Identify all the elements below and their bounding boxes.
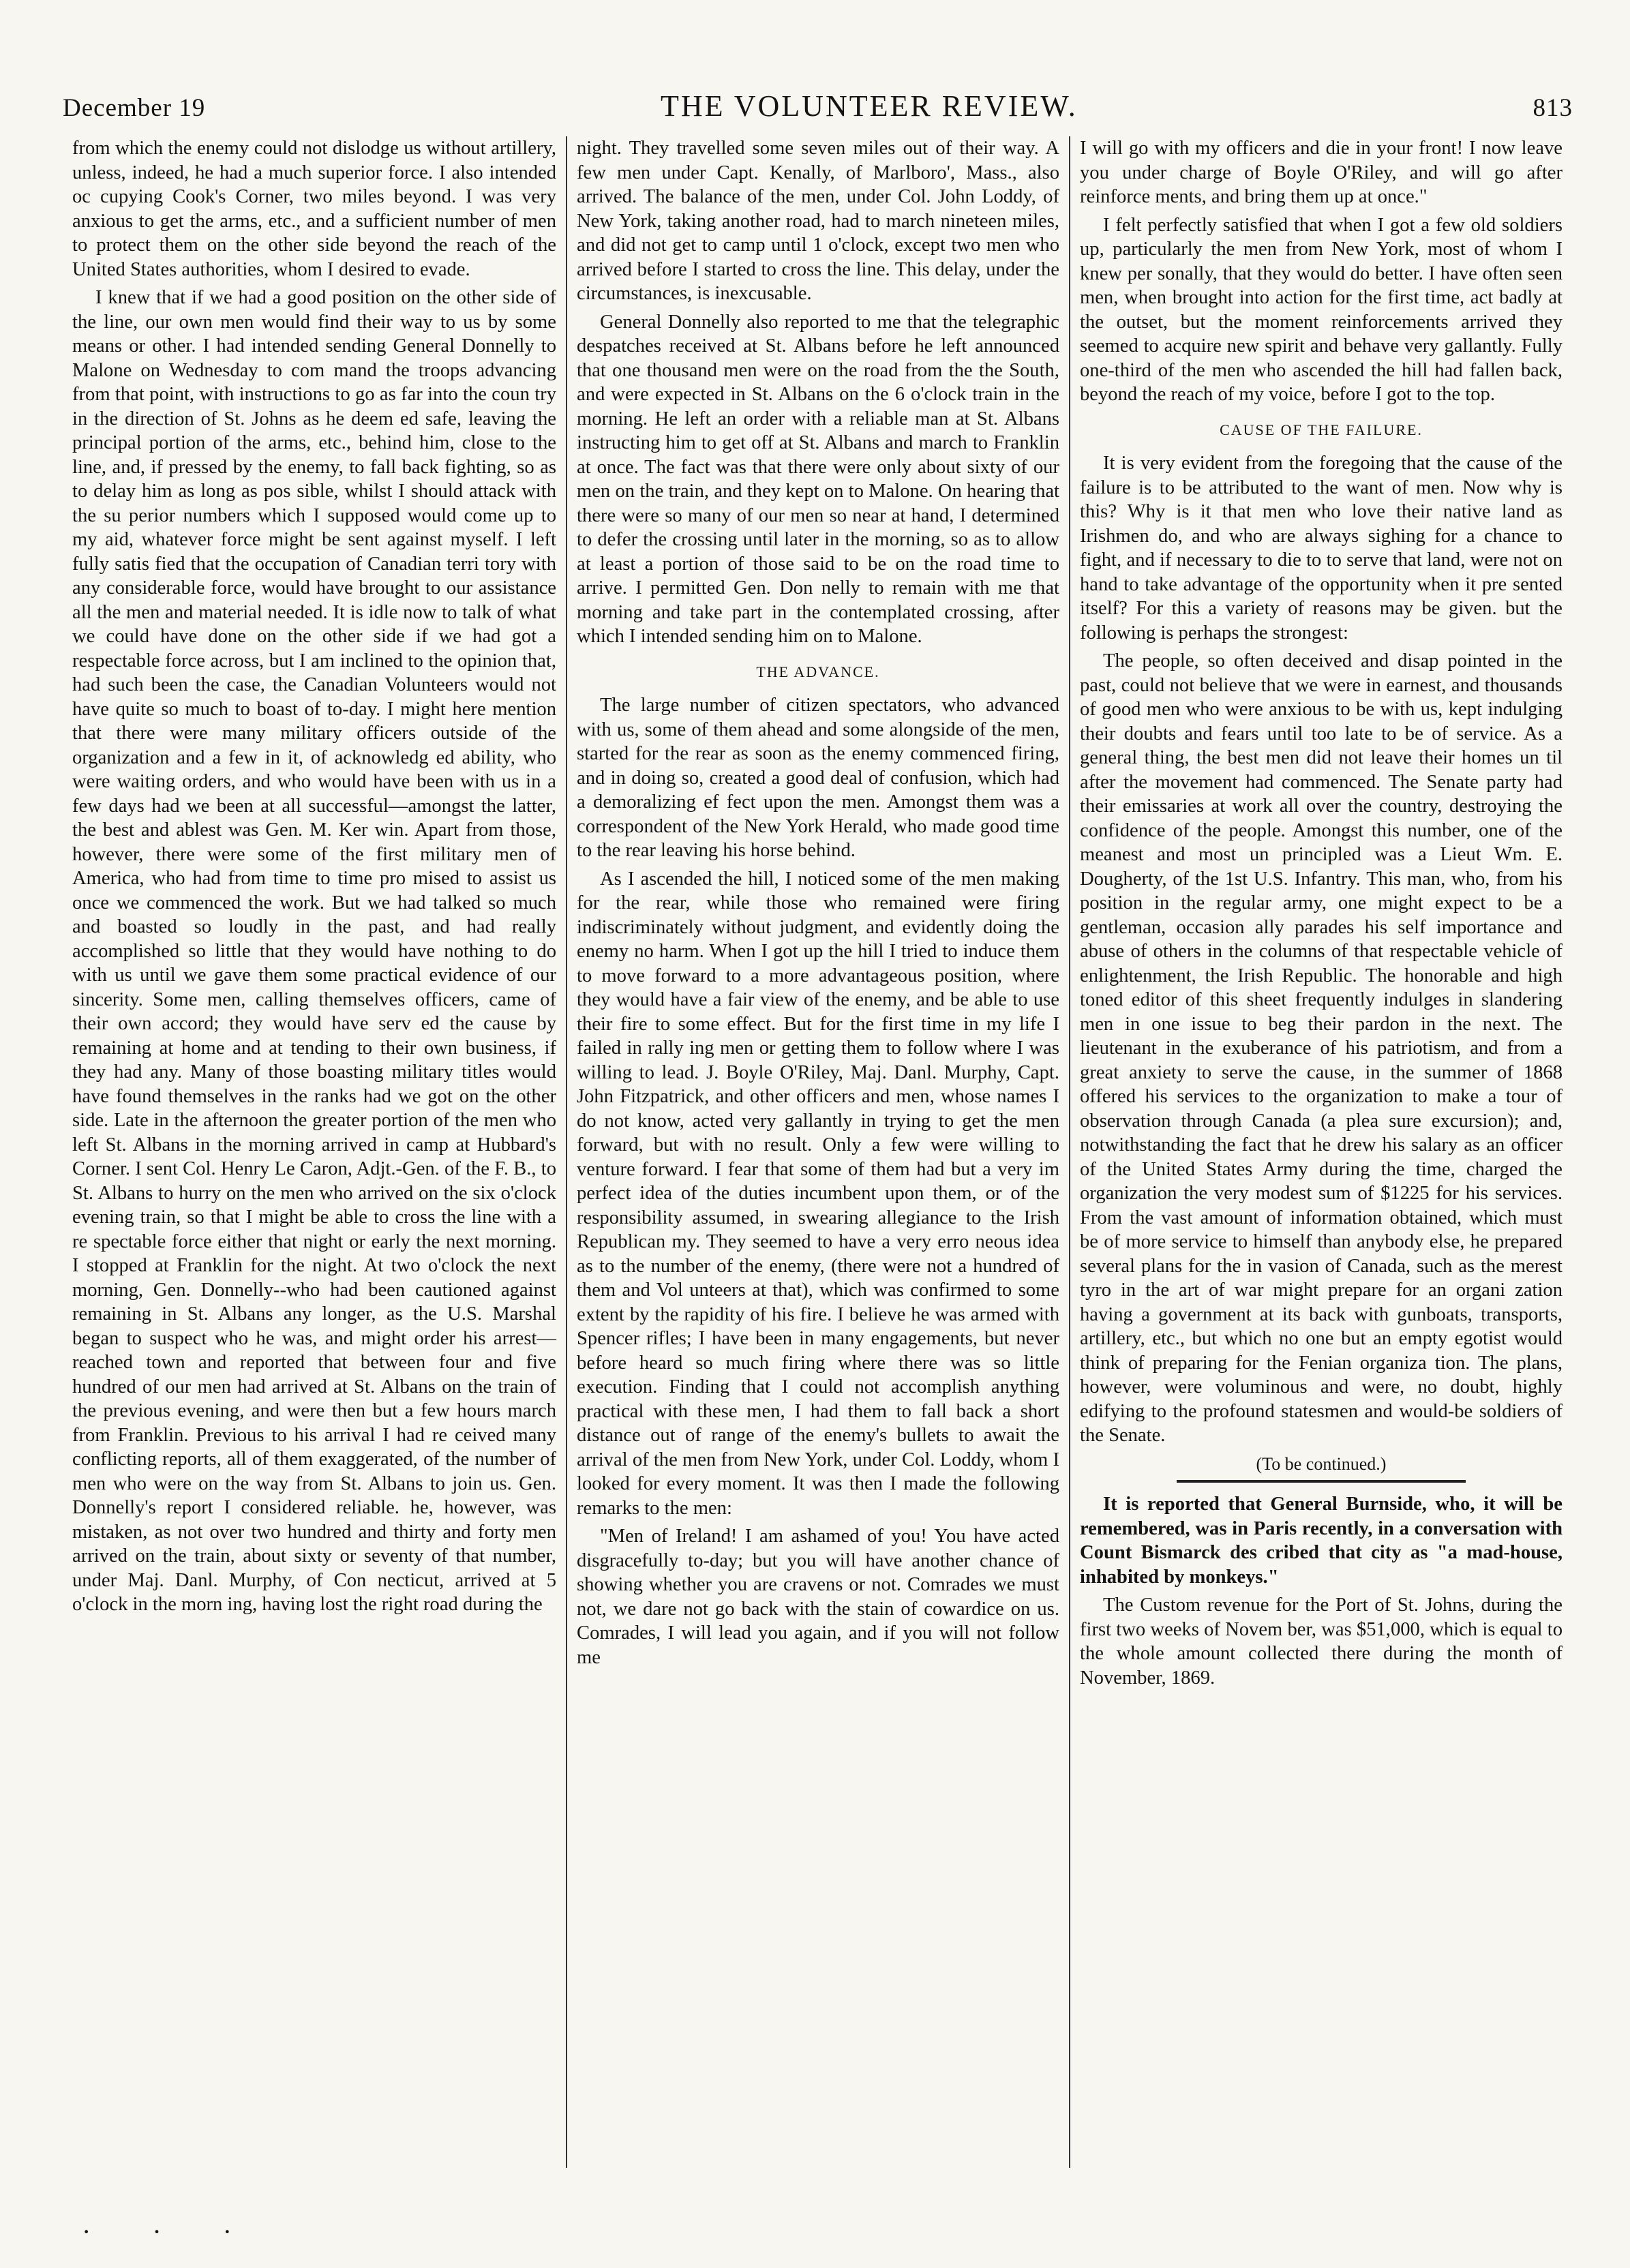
paragraph: I knew that if we had a good position on the other side of the line, our own men would find their way to us by some means or other. I had intended sending General Donnelly to Malone on Wednesday to com mand the troops advancing from that point, with instructions to go as far into the coun try in the direction of St. Johns as he deem ed safe, leaving the principal portion of the arms, etc., behind him, close to the line, and, if pressed by the enemy, to fall back fighting, so as to delay him as long as pos sible, whilst I should attack with the su perior numbers which I supposed would come up to my aid, whatever force might be sent against myself. I left fully satis fied that the occupation of Canadian terri tory with any considerable force, would have brought to our assistance all the men and material needed. It is idle now to talk of what we could have done on the other side if we had got a respectable force across, but I am inclined to the opinion that, had such been the case, the Canadian Volunteers would not have quite so much to boast of to-day. I might here mention that there were many military officers outside of the organization and a few in it, of acknowledg ed ability, who were waiting orders, and who would have been with us in a few days had we been at all successful—amongst the latter, the best and ablest was Gen. M. Ker win. Apart from those, however, there were some of the first military men of America, who had from time to time pro mised to assist us once we commenced the work. But we had talked so much and boasted so loudly in the past, and had really accomplished so little that they would have nothing to do with us until we gave them some practical evidence of our sincerity. Some men, calling themselves officers, came of their own accord; they would have serv ed the cause by remaining at home and at tending to their own business, if they had any. Many of those boasting military titles would have found themselves in the ranks had we got on the other side. Late in the afternoon the greater portion of the men who left St. Albans in the morning arrived in camp at Hubbard's Corner. I sent Col. Henry Le Caron, Adjt.-Gen. of the F. B., to St. Albans to hurry on the men who arrived on the six o'clock evening train, so that I might be able to cross the line with a re spectable force either that night or early the next morning. I stopped at Franklin for the night. At two o'clock the next morning, Gen. Donnelly--who had been cautioned against remaining in St. Albans any longer, as the U.S. Marshal began to suspect who he was, and might order his arrest—reached town and reported that between four and five hundred of our men had arrived at St. Albans on the train of the previous evening, and were then but a few hours march from Franklin. Previous to his arrival I had re ceived many conflicting reports, all of them exaggerated, of the number of men who were on the way from St. Albans to join us. Gen. Donnelly's report I considered reliable. he, however, was mistaken, as not over two hundred and thirty and forty men arrived on the train, about sixty or seventy of that number, under Maj. Danl. Murphy, of Con necticut, arrived at 5 o'clock in the morn ing, having lost the right road during the bbox=[72, 287, 556, 1615]
print-specks: · · · bbox=[82, 2216, 259, 2247]
column-2 bbox=[566, 136, 1069, 2168]
article-columns bbox=[63, 136, 1573, 2168]
section-heading-failure: CAUSE OF THE FAILURE. bbox=[1220, 421, 1423, 438]
page-header bbox=[63, 89, 1573, 130]
section-heading-advance: THE ADVANCE. bbox=[756, 663, 880, 680]
page-number: 813 bbox=[1533, 94, 1573, 122]
paragraph: night. They travelled some seven miles out of their way. A few men under Capt. Kenally, of Marlboro', Mass., also arrived. The balance of the men, under Col. John Loddy, of New York, taking another road, had to march nineteen miles, and did not get to camp until 1 o'clock, except two men who arrived before I started to cross the line. This delay, under the circumstances, is inexcusable. bbox=[577, 138, 1059, 304]
issue-date: December 19 bbox=[63, 94, 206, 122]
paragraph: from which the enemy could not dislodge us without artillery, unless, indeed, he had a much superior force. I also intended oc cupying Cook's Corner, two miles beyond. I was very anxious to get the arms, etc., and a sufficient number of men to protect them on the other side beyond the reach of the United States authorities, whom I desired to evade. bbox=[72, 138, 556, 280]
paragraph: General Donnelly also reported to me that the telegraphic despatches received at St. Albans before he left announced that one thousand men were on the road from the the South, and were expected in St. Albans on the 6 o'clock train in the morning. He left an order with a reliable man at St. Albans instructing him to get off at St. Albans and march to Franklin at once. The fact was that there were only about sixty of our men on the train, and they kept on to Malone. On hearing that there were so many of our men so near at hand, I determined to defer the crossing until later in the morning, so as to allow at least a portion of those said to be on the road time to arrive. I permitted Gen. Don nelly to remain with me that morning and take part in the contemplated crossing, after which I intended sending him on to Malone. bbox=[577, 311, 1059, 647]
publication-title: THE VOLUNTEER REVIEW. bbox=[661, 89, 1078, 123]
news-item-customs: The Custom revenue for the Port of St. Johns, during the first two weeks of Novem ber, was $51,000, which is equal to the whole amount collected there during the month of November, 1869. bbox=[1080, 1594, 1563, 1689]
paragraph: "Men of Ireland! I am ashamed of you! You have acted disgracefully to-day; but you will have another chance of showing whether you are cravens or not. Comrades we must not, we dare not go back with the stain of cowardice on us. Comrades, I will lead you again, and if you will not follow me bbox=[577, 1526, 1059, 1668]
paragraph: The large number of citizen spectators, who advanced with us, some of them ahead and some alongside of the men, started for the rear as soon as the enemy commenced firing, and in doing so, created a good deal of confusion, which had a demoralizing ef fect upon the men. Amongst them was a correspondent of the New York Herald, who made good time to the rear leaving his horse behind. bbox=[577, 695, 1059, 861]
paragraph: I felt perfectly satisfied that when I got a few old soldiers up, particularly the men from New York, most of whom I knew per sonally, that they would do better. I have often seen men, when brought into action for the first time, act badly at the outset, but the moment reinforcements arrived they seemed to acquire new spirit and behave very gallantly. Fully one-third of the men who ascended the hill had fallen back, beyond the reach of my voice, before I got to the top. bbox=[1080, 214, 1563, 405]
divider-rule bbox=[1177, 1480, 1466, 1483]
column-3 bbox=[1069, 136, 1572, 2168]
news-item-burnside: It is reported that General Burnside, who, it will be remembered, was in Paris recently, in a conversation with Count Bismarck des cribed that city as "a mad-house, inhabited by monkeys." bbox=[1080, 1494, 1563, 1588]
paragraph: It is very evident from the foregoing that the cause of the failure is to be attributed to the want of men. Now why is this? Why is it that men who love their native land as Irishmen do, and who are always sighing for a chance to fight, and if necessary to die to to serve that land, were not on hand to take advantage of the opportunity when it pre sented itself? For this a variety of reasons may be given. but the following is perhaps the strongest: bbox=[1080, 453, 1563, 644]
paragraph: The people, so often deceived and disap pointed in the past, could not believe that we were in earnest, and thousands of good men who were anxious to be with us, kept indulging their doubts and fears until too late to be of service. As a general thing, the best men did not leave their homes un til after the movement had commenced. The Senate party had their emissaries at work all over the country, destroying the confidence of the people. Amongst this number, one of the meanest and most un principled was a Lieut Wm. E. Dougherty, of the 1st U.S. Infantry. This man, who, from his position in the regular army, one might expect to be a gentleman, occasion ally parades his self importance and abuse of others in the columns of that respectable vehicle of enlightenment, the Irish Republic. The honorable and high toned editor of this sheet frequently indulges in slandering men in one issue to beg their pardon in the next. The lieutenant in the exuberance of his patriotism, and from a great anxiety to serve the cause, in the summer of 1868 offered his services to the organization to make a tour of observation through Canada (a plea sure excursion); and, notwithstanding the fact that he drew his salary as an officer of the United States Army during the time, charged the organization the very modest sum of $1225 for his services. From the vast amount of information obtained, which must be of more service to himself than anybody else, he prepared several plans for the in vasion of Canada, such as the merest tyro in the art of war might prepare for an organi zation having a government at its back with gunboats, transports, artillery, etc., but which no one but an empty egotist would think of preparing for the Fenian organiza tion. The plans, however, were voluminous and were, no doubt, highly edifying to the profound statesmen and would-be soldiers of the Senate. bbox=[1080, 650, 1563, 1446]
column-1 bbox=[63, 136, 566, 2168]
paragraph: As I ascended the hill, I noticed some of the men making for the rear, while those who remained were firing indiscriminately without judgment, and evidently doing the enemy no harm. When I got up the hill I tried to induce them to move forward to a more advantageous position, where they would have a fair view of the enemy, and be able to use their fire to some effect. But for the first time in my life I failed in rally ing men or getting them to follow where I was willing to lead. J. Boyle O'Riley, Maj. Danl. Murphy, Capt. John Fitzpatrick, and other officers and men, whose names I do not know, acted very gallantly in trying to get the men forward, but with no result. Only a few were willing to venture forward. I fear that some of them had but a very im perfect idea of the duties incumbent upon them, or of the responsibility assumed, in swearing allegiance to the Irish Republican my. They seemed to have a very erro neous idea as to the number of the enemy, (there were not a hundred of them and Vol unteers at that), which was confirmed to some extent by the rapidity of his fire. I believe he was armed with Spencer rifles; I have been in many engagements, but never before heard so much firing where there was so little execution. Finding that I could not accomplish anything practical with these men, I had them to fall back a short distance out of range of the enemy's bullets to await the arrival of the men from New York, under Col. Loddy, whom I looked for every moment. It was then I made the following remarks to the men: bbox=[577, 868, 1059, 1519]
to-be-continued: (To be continued.) bbox=[1256, 1453, 1387, 1474]
paragraph: I will go with my officers and die in your front! I now leave you under charge of Boyle O'Riley, and will go after reinforce ments, and bring them up at once." bbox=[1080, 138, 1563, 207]
